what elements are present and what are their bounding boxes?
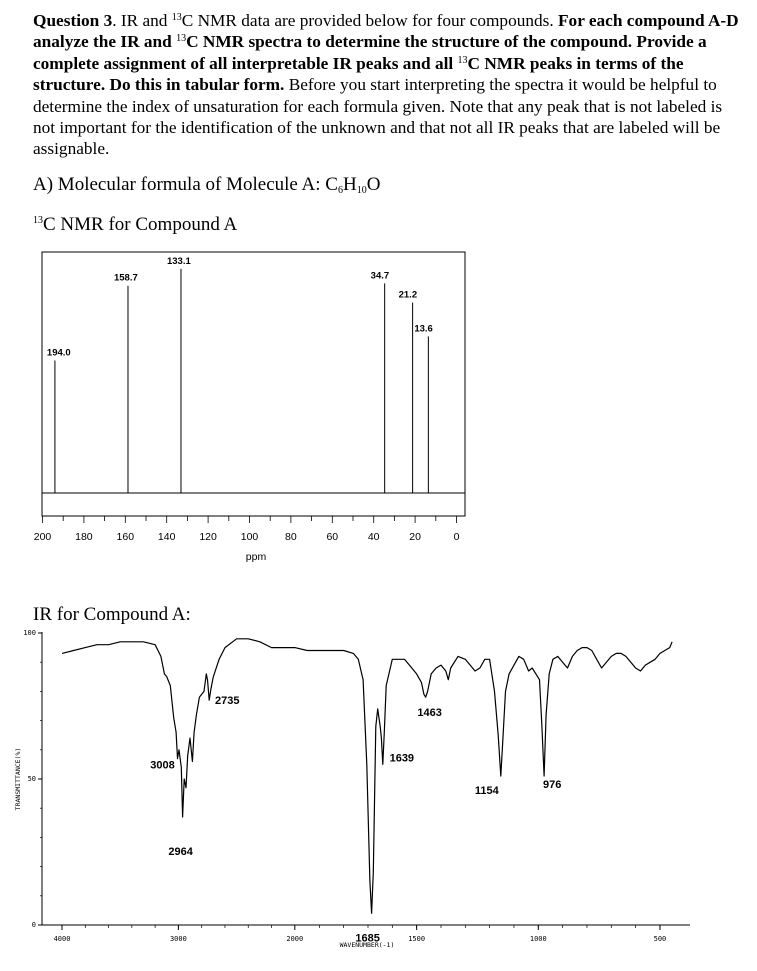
ir-peak-label: 1639 xyxy=(389,752,415,765)
ir-y-tick-label: 50 xyxy=(27,775,36,783)
nmr-x-tick-label: 120 xyxy=(199,531,217,543)
ir-x-tick-label: 1000 xyxy=(529,935,547,943)
nmr-peak-label: 133.1 xyxy=(166,255,191,267)
ir-peak-label: 976 xyxy=(542,779,562,792)
ir-peak-label: 1154 xyxy=(474,785,499,798)
nmr-x-tick-label: 40 xyxy=(367,531,380,543)
ir-x-tick-label: 3000 xyxy=(169,935,187,943)
nmr-x-tick-label: 140 xyxy=(157,531,176,543)
nmr-heading: $^{13}$C NMR for Compound A xyxy=(33,214,238,235)
ir-x-tick-label: 2000 xyxy=(286,935,304,943)
ir-y-axis-label: TRANSMITTANCE(%) xyxy=(14,747,22,811)
ir-y-tick-label: 0 xyxy=(31,921,36,929)
ir-peak-label: 2964 xyxy=(168,845,193,858)
ir-peak-label: 3008 xyxy=(150,759,175,772)
molecular-formula: A) Molecular formula of Molecule A: $C_6H_{10}O$ xyxy=(33,174,381,196)
nmr-peak-label: 158.7 xyxy=(113,272,138,284)
ir-peak-label: 1463 xyxy=(417,707,442,720)
question-text: Question 3. IR and $^{13}$C NMR data are provided below for four compounds. For each compound A-D analyze the IR and $^{13}$C NMR spectra to determine the structure of the compound. Provide a complete assignment of all interpretable IR peaks and all $^{13}$C NMR peaks in terms of the structure. Do this in tabular form. Before you start interpreting the spectra it would be helpful to determine the index of unsaturation for each formula given. Note that any peak that is not labeled is not important for the identification of the unknown and that not all IR peaks that are labeled will be assignable. xyxy=(33,11,739,159)
nmr-x-axis-label: ppm xyxy=(245,551,267,563)
ir-heading: IR for Compound A: xyxy=(33,604,191,625)
ir-x-tick-label: 4000 xyxy=(53,935,71,943)
nmr-x-tick-label: 100 xyxy=(240,531,259,543)
ir-transmittance-trace xyxy=(62,639,672,914)
nmr-x-tick-label: 60 xyxy=(326,531,339,543)
nmr-peak-label: 21.2 xyxy=(398,289,418,301)
nmr-x-tick-label: 80 xyxy=(285,531,297,543)
question-label: Question 3 xyxy=(33,11,113,30)
nmr-peak-label: 13.6 xyxy=(414,323,433,335)
nmr-x-tick-label: 200 xyxy=(33,531,52,543)
ir-peak-label: 1685 xyxy=(355,932,380,945)
ir-peak-label: 2735 xyxy=(215,695,240,708)
ir-x-tick-label: 1500 xyxy=(408,935,426,943)
nmr-peak-label: 34.7 xyxy=(370,270,390,282)
ir-x-tick-label: 500 xyxy=(653,935,667,943)
nmr-x-tick-label: 20 xyxy=(409,531,421,543)
nmr-peak-label: 194.0 xyxy=(46,347,71,359)
nmr-x-tick-label: 160 xyxy=(116,531,135,543)
ir-x-axis-label: WAVENUMBER(-1) xyxy=(339,941,395,949)
nmr-x-tick-label: 0 xyxy=(453,531,460,543)
ir-y-tick-label: 100 xyxy=(23,629,36,637)
nmr-x-tick-label: 180 xyxy=(75,531,93,543)
